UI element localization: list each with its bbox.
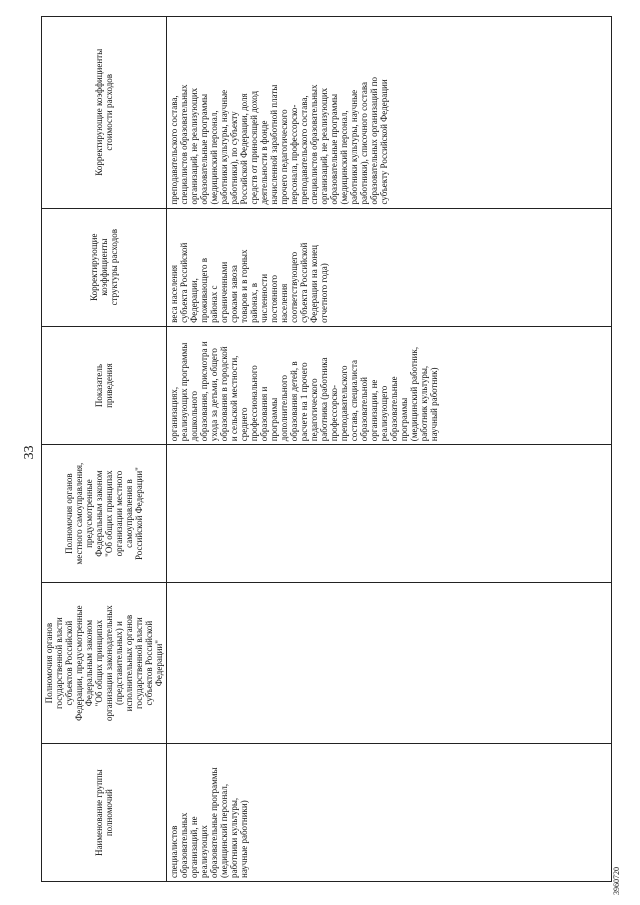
cell-group-name: специалистов образовательных организаций, не реализующих образовательные программы (медицинский персонал, работники культуры, научные работники) [167, 744, 612, 882]
document-code: 3960720 [612, 867, 621, 895]
cell-local-powers [167, 445, 612, 583]
table-row [167, 17, 612, 882]
header-group-name: Наименование группы полномочий [42, 744, 167, 882]
powers-table [41, 16, 612, 882]
page-number: 33 [22, 445, 37, 460]
cell-structure-coefficients: веса населения субъекта Российской Федерации, проживающего в районах с ограниченными сроками завоза товаров и в горных районах, в численности постоянного населения соответствующего субъекта Российской Федерации на конец отчетного года) [167, 208, 612, 326]
header-regional-powers: Полномочия органов государственной власти субъектов Российской Федерации, предусмотренные Федеральным законом "Об общих принципах организации законодательных (представительных) и исполнительных органов государственной власти субъектов Российской Федерации" [42, 582, 167, 743]
header-cost-coefficients: Корректирующие коэффициенты стоимости расходов [42, 17, 167, 209]
cell-reduction-indicator: организациях, реализующих программы дошкольного образования, присмотра и ухода за детьми, общего образования в городской и сельской местности, среднего профессионального образования и программы дополнительного образования детей, в расчете на 1 прочего педагогического работника (работника профессорско- преподавательского состава, специалиста образовательной организации, не реализующего образовательные программы (медицинский работник, работник культуры, научный работник) [167, 326, 612, 444]
cell-regional-powers [167, 582, 612, 743]
cell-cost-coefficients: преподавательского состава, специалистов образовательных организаций, не реализующих образовательные программы (медицинский персонал, работники культуры, научные работники), по субъекту Российской Федерации, доля средств от приносящей доход деятельности в фонде начисленной заработной платы прочего педагогического персонала, профессорско- преподавательского состава, специалистов образовательных организаций, не реализующих образовательные программы (медицинский персонал, работники культуры, научные работники), списочного состава образовательных организаций по субъекту Российской Федерации [167, 17, 612, 209]
header-structure-coefficients: Корректирующие коэффициенты структуры расходов [42, 208, 167, 326]
header-row [42, 17, 167, 882]
header-reduction-indicator: Показатель приведения [42, 326, 167, 444]
header-local-powers: Полномочия органов местного самоуправления, предусмотренные Федеральным законом "Об общих принципах организации местного самоуправления в Российской Федерации" [42, 445, 167, 583]
